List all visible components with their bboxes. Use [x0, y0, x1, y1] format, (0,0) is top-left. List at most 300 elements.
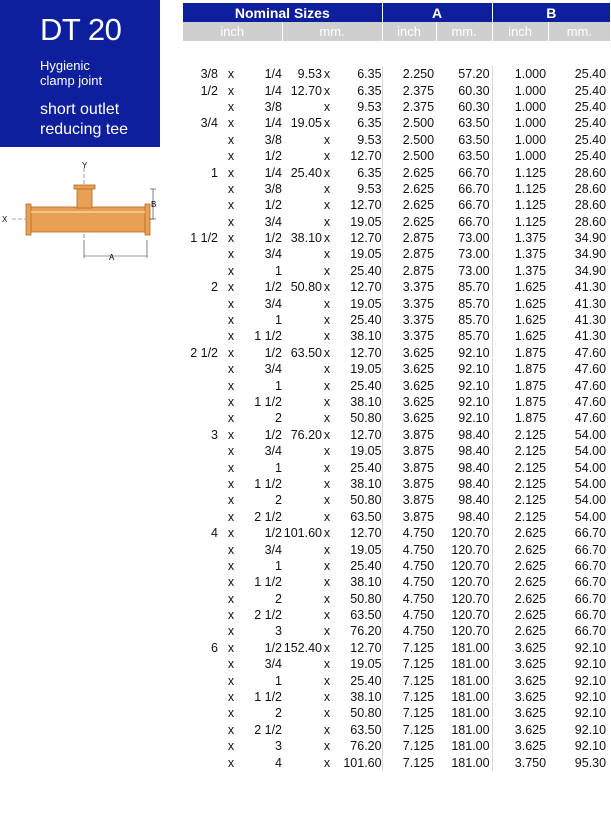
a-inch-value: 7.125	[382, 672, 436, 688]
a-inch-value: 2.500	[382, 148, 436, 164]
b-mm-value: 28.60	[574, 198, 607, 213]
b-mm-value: 92.10	[574, 690, 607, 705]
nominal-mm-main	[282, 361, 322, 377]
b-mm-value: 47.60	[574, 411, 607, 426]
nominal-inch-branch: 1 1/2	[254, 476, 282, 491]
b-mm-value: 28.60	[574, 181, 607, 196]
nominal-inch-branch: 3/4	[264, 362, 282, 377]
nominal-inch-branch: 3/4	[264, 657, 282, 672]
table-row	[183, 722, 610, 738]
nominal-inch-branch: 3/4	[264, 444, 282, 459]
table-row	[183, 541, 610, 557]
a-inch-value: 3.875	[382, 509, 436, 525]
times-sign: x	[227, 132, 235, 147]
b-mm-value: 34.90	[574, 231, 607, 246]
b-inch-value: 1.125	[492, 197, 548, 213]
nominal-mm-main	[282, 574, 322, 590]
nominal-mm-main	[282, 656, 322, 672]
times-sign: x	[227, 280, 235, 295]
times-sign: x	[323, 755, 331, 770]
nominal-inch-branch: 3/4	[264, 214, 282, 229]
a-inch-value: 7.125	[382, 705, 436, 721]
nominal-inch-branch: 4	[275, 755, 282, 770]
dimension-a-label: A	[109, 253, 115, 262]
nominal-mm-main: 25.40	[290, 165, 322, 180]
times-sign: x	[227, 624, 235, 639]
b-inch-value: 3.625	[492, 722, 548, 738]
times-sign: x	[227, 149, 235, 164]
nominal-inch-branch: 2 1/2	[254, 608, 282, 623]
nominal-mm-branch: 50.80	[350, 706, 382, 721]
dimension-a-header: A	[382, 3, 492, 22]
nominal-inch-branch: 2 1/2	[254, 509, 282, 524]
times-sign: x	[323, 706, 331, 721]
a-inch-value: 7.125	[382, 722, 436, 738]
nominal-inch-main	[183, 574, 220, 590]
times-sign: x	[227, 755, 235, 770]
nominal-mm-main	[282, 509, 322, 525]
nominal-inch-branch: 3/8	[264, 181, 282, 196]
nominal-mm-branch: 12.70	[350, 231, 382, 246]
b-inch-value: 1.000	[492, 66, 548, 82]
nominal-inch-main	[183, 197, 220, 213]
b-inch-value: 2.625	[492, 541, 548, 557]
nominal-mm-main	[282, 328, 322, 344]
b-inch-value: 1.625	[492, 295, 548, 311]
table-row	[183, 672, 610, 688]
b-mm-value: 66.70	[574, 624, 607, 639]
times-sign: x	[227, 460, 235, 475]
table-row	[183, 214, 610, 230]
nominal-inch-branch: 3	[275, 739, 282, 754]
nominal-mm-branch: 38.10	[350, 476, 382, 491]
nominal-mm-branch: 12.70	[350, 280, 382, 295]
table-row	[183, 312, 610, 328]
times-sign: x	[227, 608, 235, 623]
a-mm-value: 66.70	[458, 198, 490, 213]
axis-y-label: Y	[82, 161, 88, 170]
a-inch-value: 4.750	[382, 525, 436, 541]
nominal-inch-main	[183, 328, 220, 344]
a-mm-value: 98.40	[458, 509, 490, 524]
nominal-mm-main: 19.05	[290, 116, 322, 131]
a-inch-value: 2.375	[382, 82, 436, 98]
nominal-inch-main	[183, 754, 220, 770]
b-inch-value: 2.625	[492, 623, 548, 639]
b-inch-value: 1.375	[492, 263, 548, 279]
times-sign: x	[227, 214, 235, 229]
nominal-mm-main	[282, 722, 322, 738]
nominal-mm-main	[282, 558, 322, 574]
table-row	[183, 377, 610, 393]
b-inch-value: 1.625	[492, 279, 548, 295]
a-mm-value: 98.40	[458, 427, 490, 442]
times-sign: x	[227, 165, 235, 180]
table-row	[183, 295, 610, 311]
a-inch-value: 2.625	[382, 164, 436, 180]
b-inch-value: 1.625	[492, 312, 548, 328]
nominal-inch-branch: 1/4	[264, 67, 282, 82]
a-mm-value: 60.30	[458, 83, 490, 98]
times-sign: x	[227, 83, 235, 98]
nominal-inch-branch: 2	[275, 411, 282, 426]
times-sign: x	[323, 313, 331, 328]
b-inch-value: 3.625	[492, 672, 548, 688]
nominal-mm-main	[282, 394, 322, 410]
nominal-inch-main: 1/2	[200, 83, 218, 98]
nominal-inch-main	[183, 459, 220, 475]
b-mm-value: 41.30	[574, 329, 607, 344]
nominal-mm-main	[282, 705, 322, 721]
nominal-mm-branch: 63.50	[350, 608, 382, 623]
b-mm-value: 41.30	[574, 313, 607, 328]
b-inch-value: 1.875	[492, 345, 548, 361]
times-sign: x	[323, 526, 331, 541]
a-inch-value: 7.125	[382, 640, 436, 656]
a-inch-value: 2.625	[382, 214, 436, 230]
nominal-mm-branch: 19.05	[350, 444, 382, 459]
nominal-inch-branch: 1/2	[264, 345, 282, 360]
table-row	[183, 607, 610, 623]
a-inch-value: 4.750	[382, 541, 436, 557]
b-inch-value: 2.125	[492, 509, 548, 525]
a-mm-value: 98.40	[458, 444, 490, 459]
nominal-mm-main: 38.10	[290, 231, 322, 246]
times-sign: x	[227, 591, 235, 606]
a-inch-value: 3.625	[382, 345, 436, 361]
nominal-inch-main	[183, 492, 220, 508]
nominal-inch-main	[183, 722, 220, 738]
b-mm-value: 66.70	[574, 608, 607, 623]
table-row	[183, 509, 610, 525]
table-row	[183, 181, 610, 197]
b-mm-value: 25.40	[574, 132, 607, 147]
table-row	[183, 443, 610, 459]
nominal-inch-branch: 2	[275, 591, 282, 606]
b-inch-value: 1.875	[492, 394, 548, 410]
times-sign: x	[323, 427, 331, 442]
b-mm-value: 66.70	[574, 526, 607, 541]
nominal-inch-main: 1 1/2	[190, 231, 218, 246]
times-sign: x	[227, 296, 235, 311]
table-row	[183, 230, 610, 246]
a-mm-value: 98.40	[458, 460, 490, 475]
a-inch-value: 2.500	[382, 115, 436, 131]
a-inch-unit: inch	[382, 22, 436, 41]
nominal-inch-branch: 3	[275, 624, 282, 639]
a-inch-value: 7.125	[382, 738, 436, 754]
nominal-inch-unit: inch	[183, 22, 282, 41]
table-row	[183, 738, 610, 754]
dimension-b-label: B	[151, 200, 157, 209]
b-inch-value: 3.625	[492, 640, 548, 656]
tee-body	[26, 185, 150, 235]
a-mm-value: 92.10	[458, 411, 490, 426]
nominal-mm-main	[282, 181, 322, 197]
nominal-mm-main	[282, 263, 322, 279]
b-mm-value: 25.40	[574, 67, 607, 82]
times-sign: x	[227, 247, 235, 262]
times-sign: x	[227, 395, 235, 409]
a-inch-value: 3.875	[382, 459, 436, 475]
table-row	[183, 164, 610, 180]
b-inch-value: 3.625	[492, 738, 548, 754]
nominal-inch-main	[183, 591, 220, 607]
nominal-mm-branch: 25.40	[350, 313, 382, 328]
b-mm-value: 95.30	[574, 755, 607, 770]
nominal-mm-main	[282, 476, 322, 492]
nominal-inch-main: 2 1/2	[190, 345, 218, 360]
nominal-inch-main	[183, 509, 220, 525]
b-inch-value: 2.125	[492, 492, 548, 508]
nominal-mm-branch: 9.53	[357, 181, 382, 196]
b-inch-value: 1.000	[492, 115, 548, 131]
b-mm-value: 28.60	[574, 165, 607, 180]
times-sign: x	[227, 362, 235, 377]
b-mm-value: 47.60	[574, 362, 607, 377]
b-mm-value: 92.10	[574, 640, 607, 655]
times-sign: x	[323, 280, 331, 295]
nominal-inch-main	[183, 295, 220, 311]
table-row	[183, 132, 610, 148]
times-sign: x	[323, 198, 331, 213]
times-sign: x	[227, 313, 235, 328]
nominal-mm-main	[282, 132, 322, 148]
nominal-inch-branch: 3/4	[264, 296, 282, 311]
a-inch-value: 7.125	[382, 656, 436, 672]
nominal-inch-branch: 1	[275, 263, 282, 278]
times-sign: x	[323, 739, 331, 754]
table-row	[183, 623, 610, 639]
a-mm-value: 73.00	[458, 263, 490, 278]
b-inch-value: 3.625	[492, 689, 548, 705]
b-inch-value: 1.375	[492, 230, 548, 246]
nominal-mm-branch: 12.70	[350, 345, 382, 360]
nominal-mm-branch: 63.50	[350, 722, 382, 737]
table-row	[183, 427, 610, 443]
a-mm-value: 120.70	[451, 542, 490, 557]
times-sign: x	[323, 690, 331, 705]
a-inch-value: 7.125	[382, 754, 436, 770]
nominal-inch-main	[183, 443, 220, 459]
dimension-rows	[183, 66, 610, 771]
nominal-mm-main	[282, 607, 322, 623]
nominal-mm-branch: 12.70	[350, 526, 382, 541]
nominal-mm-main	[282, 754, 322, 770]
a-inch-value: 3.875	[382, 492, 436, 508]
nominal-inch-branch: 1 1/2	[254, 395, 282, 409]
nominal-mm-branch: 76.20	[350, 624, 382, 639]
times-sign: x	[227, 640, 235, 655]
table-row	[183, 410, 610, 426]
nominal-inch-main	[183, 99, 220, 115]
a-inch-value: 2.250	[382, 66, 436, 82]
nominal-mm-branch: 76.20	[350, 739, 382, 754]
times-sign: x	[227, 509, 235, 524]
b-mm-value: 25.40	[574, 99, 607, 114]
times-sign: x	[323, 657, 331, 672]
times-sign: x	[323, 149, 331, 164]
table-row	[183, 558, 610, 574]
nominal-inch-branch: 1/2	[264, 427, 282, 442]
nominal-mm-main	[282, 459, 322, 475]
a-inch-value: 3.375	[382, 312, 436, 328]
times-sign: x	[323, 722, 331, 737]
times-sign: x	[227, 427, 235, 442]
a-mm-value: 181.00	[451, 755, 490, 770]
table-row	[183, 99, 610, 115]
times-sign: x	[227, 67, 235, 82]
b-mm-value: 54.00	[574, 476, 607, 491]
nominal-mm-main	[282, 214, 322, 230]
nominal-mm-branch: 101.60	[343, 755, 382, 770]
times-sign: x	[323, 247, 331, 262]
table-row	[183, 640, 610, 656]
table-row	[183, 656, 610, 672]
a-inch-value: 3.375	[382, 328, 436, 344]
a-inch-value: 3.625	[382, 377, 436, 393]
b-inch-value: 2.125	[492, 459, 548, 475]
nominal-mm-branch: 50.80	[350, 411, 382, 426]
nominal-mm-branch: 12.70	[350, 427, 382, 442]
times-sign: x	[227, 575, 235, 590]
a-mm-value: 85.70	[458, 329, 490, 344]
a-inch-value: 3.375	[382, 279, 436, 295]
nominal-inch-main	[183, 623, 220, 639]
nominal-mm-main	[282, 443, 322, 459]
table-row	[183, 115, 610, 131]
table-row	[183, 394, 610, 410]
times-sign: x	[323, 476, 331, 491]
nominal-inch-main: 3	[211, 427, 218, 442]
a-mm-value: 60.30	[458, 99, 490, 114]
b-mm-value: 25.40	[574, 83, 607, 98]
nominal-mm-main: 76.20	[290, 427, 322, 442]
nominal-mm-main: 152.40	[283, 640, 322, 655]
a-inch-value: 2.625	[382, 181, 436, 197]
times-sign: x	[323, 296, 331, 311]
b-inch-value: 1.375	[492, 246, 548, 262]
times-sign: x	[323, 673, 331, 688]
b-inch-value: 1.125	[492, 214, 548, 230]
nominal-mm-main: 50.80	[290, 280, 322, 295]
nominal-mm-branch: 38.10	[350, 329, 382, 344]
times-sign: x	[323, 345, 331, 360]
b-mm-value: 54.00	[574, 460, 607, 475]
times-sign: x	[323, 411, 331, 426]
b-inch-value: 2.625	[492, 607, 548, 623]
nominal-mm-branch: 38.10	[350, 690, 382, 705]
a-inch-value: 4.750	[382, 591, 436, 607]
b-inch-value: 2.125	[492, 443, 548, 459]
times-sign: x	[323, 575, 331, 590]
nominal-mm-main	[282, 295, 322, 311]
b-mm-value: 66.70	[574, 542, 607, 557]
nominal-inch-branch: 1/2	[264, 640, 282, 655]
nominal-inch-main	[183, 656, 220, 672]
b-inch-value: 2.625	[492, 525, 548, 541]
nominal-inch-branch: 1	[275, 673, 282, 688]
nominal-inch-branch: 1 1/2	[254, 329, 282, 344]
table-row	[183, 148, 610, 164]
a-mm-value: 181.00	[451, 739, 490, 754]
b-inch-value: 1.875	[492, 410, 548, 426]
nominal-mm-main: 12.70	[290, 83, 322, 98]
table-row	[183, 66, 610, 82]
b-inch-value: 3.625	[492, 656, 548, 672]
nominal-inch-main	[183, 181, 220, 197]
a-inch-value: 3.625	[382, 361, 436, 377]
nominal-mm-branch: 19.05	[350, 542, 382, 557]
a-inch-value: 3.625	[382, 410, 436, 426]
a-mm-value: 181.00	[451, 706, 490, 721]
b-inch-value: 1.875	[492, 361, 548, 377]
a-mm-value: 120.70	[451, 558, 490, 573]
times-sign: x	[323, 444, 331, 459]
nominal-mm-main	[282, 672, 322, 688]
times-sign: x	[323, 362, 331, 377]
table-row	[183, 328, 610, 344]
times-sign: x	[227, 690, 235, 705]
table-row	[183, 476, 610, 492]
b-mm-value: 66.70	[574, 575, 607, 590]
times-sign: x	[227, 722, 235, 737]
b-mm-value: 47.60	[574, 395, 607, 409]
nominal-inch-main	[183, 738, 220, 754]
a-mm-value: 63.50	[458, 116, 490, 131]
nominal-mm-branch: 19.05	[350, 362, 382, 377]
nominal-inch-main	[183, 246, 220, 262]
times-sign: x	[227, 558, 235, 573]
a-mm-value: 120.70	[451, 575, 490, 590]
b-mm-value: 47.60	[574, 345, 607, 360]
nominal-inch-main	[183, 607, 220, 623]
nominal-inch-branch: 1	[275, 460, 282, 475]
b-inch-value: 1.625	[492, 328, 548, 344]
a-mm-unit: mm.	[436, 22, 492, 41]
nominal-inch-main	[183, 705, 220, 721]
b-inch-value: 1.000	[492, 82, 548, 98]
nominal-inch-branch: 1	[275, 313, 282, 328]
table-row	[183, 345, 610, 361]
times-sign: x	[323, 99, 331, 114]
nominal-inch-branch: 1 1/2	[254, 690, 282, 705]
product-code: DT 20	[40, 12, 122, 47]
dimension-table-wrapper	[183, 3, 610, 771]
nominal-inch-branch: 2	[275, 706, 282, 721]
times-sign: x	[323, 378, 331, 393]
times-sign: x	[227, 99, 235, 114]
nominal-mm-main	[282, 689, 322, 705]
nominal-inch-branch: 2 1/2	[254, 722, 282, 737]
table-row	[183, 591, 610, 607]
nominal-inch-main	[183, 132, 220, 148]
b-inch-value: 3.750	[492, 754, 548, 770]
b-mm-value: 34.90	[574, 247, 607, 262]
a-inch-value: 4.750	[382, 623, 436, 639]
a-inch-value: 4.750	[382, 558, 436, 574]
a-mm-value: 92.10	[458, 362, 490, 377]
b-mm-value: 54.00	[574, 444, 607, 459]
times-sign: x	[323, 640, 331, 655]
a-mm-value: 181.00	[451, 690, 490, 705]
a-mm-value: 181.00	[451, 673, 490, 688]
nominal-mm-main	[282, 148, 322, 164]
a-mm-value: 120.70	[451, 624, 490, 639]
a-inch-value: 3.625	[382, 394, 436, 410]
times-sign: x	[227, 673, 235, 688]
times-sign: x	[227, 526, 235, 541]
